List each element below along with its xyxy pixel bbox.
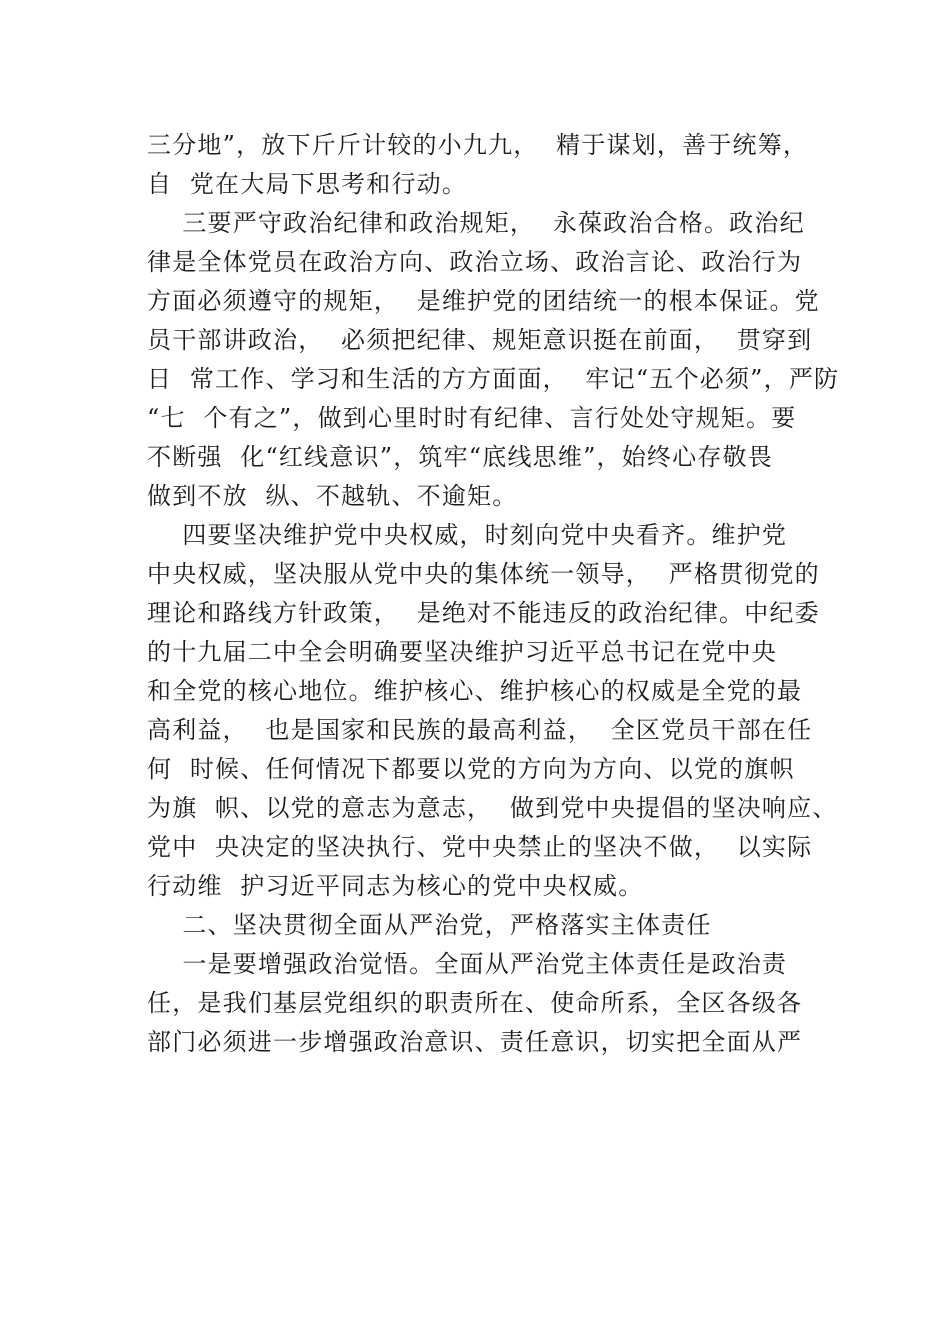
text-line-8: “七 个有之”，做到心里时时有纪律、言行处处守规矩。要 [147, 404, 797, 432]
text-line-7: 日 常工作、学习和生活的方方面面， 牢记“五个必须”，严防 [147, 365, 840, 393]
text-line-10: 做到不放 纵、不越轨、不逾矩。 [147, 482, 518, 510]
text-line-6: 员干部讲政治， 必须把纪律、规矩意识挺在前面， 贯穿到 [147, 326, 813, 354]
text-line-23: 任，是我们基层党组织的职责所在、使命所系，全区各级各 [147, 989, 803, 1017]
text-line-5: 方面必须遵守的规矩， 是维护党的团结统一的根本保证。党 [147, 287, 820, 315]
text-line-20: 行动维 护习近平同志为核心的党中央权威。 [147, 872, 644, 900]
text-line-2: 自 党在大局下思考和行动。 [147, 170, 468, 198]
text-line-13: 理论和路线方针政策， 是绝对不能违反的政治纪律。中纪委 [147, 599, 820, 627]
text-line-19: 党中 央决定的坚决执行、党中央禁止的坚决不做， 以实际 [147, 833, 813, 861]
text-line-18: 为旗 帜、以党的意志为意志， 做到党中央提倡的坚决响应、 [147, 794, 838, 822]
text-line-9: 不断强 化“红线意识”，筑牢“底线思维”，始终心存敬畏 [147, 443, 773, 471]
text-line-12: 中央权威，坚决服从党中央的集体统一领导， 严格贯彻党的 [147, 560, 820, 588]
text-line-24: 部门必须进一步增强政治意识、责任意识，切实把全面从严 [147, 1028, 803, 1056]
text-line-17: 何 时候、任何情况下都要以党的方向为方向、以党的旗帜 [147, 755, 795, 783]
text-line-3: 三要严守政治纪律和政治规矩， 永葆政治合格。政治纪 [147, 209, 805, 237]
text-line-11: 四要坚决维护党中央权威，时刻向党中央看齐。维护党 [147, 521, 788, 549]
text-line-1: 三分地”，放下斤斤计较的小九九， 精于谋划，善于统筹， [147, 131, 809, 159]
section-heading: 二、坚决贯彻全面从严治党，严格落实主体责任 [147, 911, 712, 939]
text-line-15: 和全党的核心地位。维护核心、维护核心的权威是全党的最 [147, 677, 803, 705]
text-line-22: 一是要增强政治觉悟。全面从严治党主体责任是政治责 [147, 950, 788, 978]
text-line-16: 高利益， 也是国家和民族的最高利益， 全区党员干部在任 [147, 716, 813, 744]
text-line-14: 的十九届二中全会明确要坚决维护习近平总书记在党中央 [147, 638, 777, 666]
text-line-4: 律是全体党员在政治方向、政治立场、政治言论、政治行为 [147, 248, 803, 276]
